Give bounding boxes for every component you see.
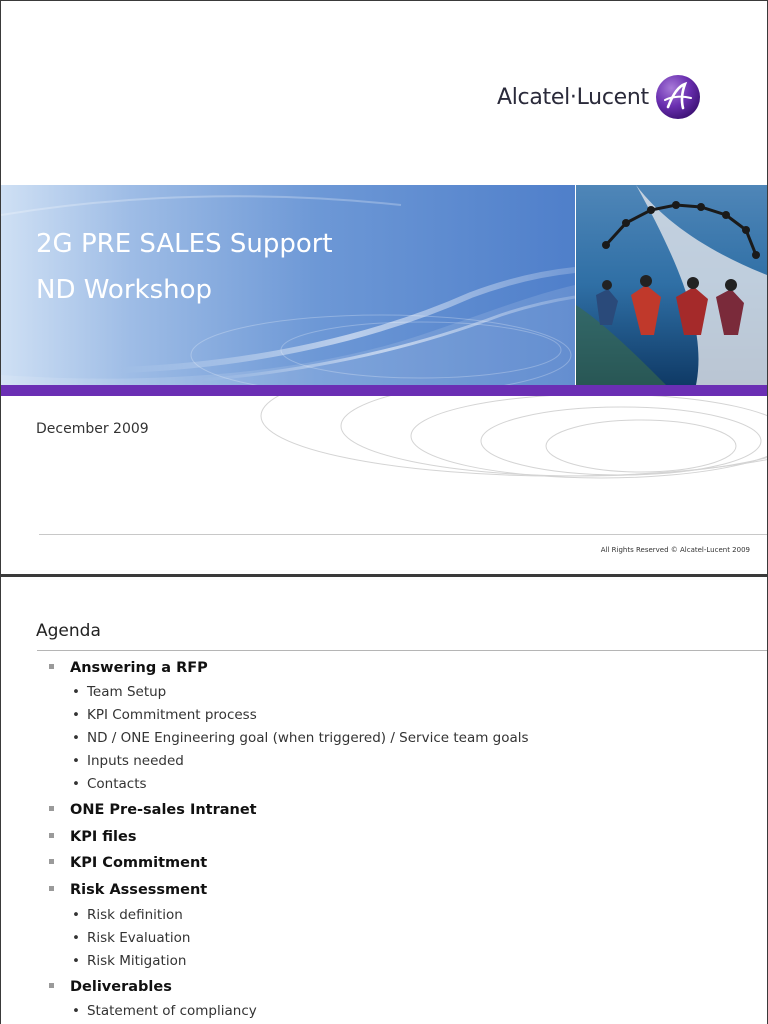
agenda-slide bbox=[1, 577, 767, 1024]
dot-bullet: • bbox=[72, 776, 80, 792]
agenda-item bbox=[49, 882, 207, 898]
dot-bullet: • bbox=[72, 907, 80, 923]
dot-bullet: • bbox=[72, 684, 80, 700]
agenda-item-label: KPI files bbox=[70, 829, 137, 845]
square-bullet-icon bbox=[49, 886, 54, 891]
agenda-subitem bbox=[72, 907, 183, 923]
presentation-title: 2G PRE SALES Support bbox=[36, 229, 333, 259]
agenda-subitem bbox=[72, 730, 529, 746]
agenda-item-label: Risk Assessment bbox=[70, 882, 208, 898]
presentation-date: December 2009 bbox=[36, 421, 149, 437]
square-bullet-icon bbox=[49, 983, 54, 988]
square-bullet-icon bbox=[49, 806, 54, 811]
agenda-item-label: ONE Pre-sales Intranet bbox=[70, 802, 257, 818]
agenda-title: Agenda bbox=[36, 621, 101, 641]
agenda-subitem-label: ND / ONE Engineering goal (when triggered) / Service team goals bbox=[86, 730, 529, 746]
square-bullet-icon bbox=[49, 859, 54, 864]
title-banner bbox=[1, 185, 575, 385]
agenda-subitem-label: Statement of compliancy bbox=[86, 1003, 257, 1019]
dot-bullet: • bbox=[72, 953, 80, 969]
agenda-subitem bbox=[72, 930, 190, 946]
agenda-subitem-label: Risk definition bbox=[86, 907, 183, 923]
presentation-subtitle: ND Workshop bbox=[36, 275, 213, 305]
dot-bullet: • bbox=[72, 930, 80, 946]
dot-bullet: • bbox=[72, 753, 80, 769]
agenda-subitem bbox=[72, 707, 257, 723]
company-logo bbox=[497, 71, 701, 123]
alcatel-lucent-logo-icon bbox=[655, 74, 701, 120]
square-bullet-icon bbox=[49, 833, 54, 838]
agenda-subitem-label: Risk Evaluation bbox=[86, 930, 191, 946]
agenda-subitem-label: KPI Commitment process bbox=[86, 707, 257, 723]
agenda-subitem-label: Contacts bbox=[86, 776, 147, 792]
square-bullet-icon bbox=[49, 664, 54, 669]
title-slide bbox=[1, 1, 767, 574]
agenda-item-label: KPI Commitment bbox=[70, 855, 208, 871]
agenda-subitem-label: Team Setup bbox=[86, 684, 167, 700]
agenda-subitem bbox=[72, 1003, 257, 1019]
copyright-notice: All Rights Reserved © Alcatel-Lucent 2009 bbox=[600, 546, 750, 554]
agenda-item bbox=[49, 829, 137, 845]
decorative-arcs-graphic bbox=[1, 396, 767, 526]
dot-bullet: • bbox=[72, 707, 80, 723]
agenda-subitem bbox=[72, 776, 147, 792]
agenda-subitem-label: Inputs needed bbox=[86, 753, 184, 769]
footer-divider bbox=[39, 534, 767, 535]
agenda-subitem bbox=[72, 953, 186, 969]
logo-wordmark: Alcatel·Lucent bbox=[497, 84, 649, 110]
agenda-item bbox=[49, 979, 172, 995]
dot-bullet: • bbox=[72, 730, 80, 746]
title-divider bbox=[37, 650, 767, 651]
agenda-subitem-label: Risk Mitigation bbox=[86, 953, 187, 969]
agenda-item bbox=[49, 855, 207, 871]
agenda-subitem bbox=[72, 753, 184, 769]
agenda-item-label: Deliverables bbox=[70, 979, 172, 995]
accent-bar bbox=[1, 385, 767, 396]
skydivers-formation-photo bbox=[576, 185, 767, 385]
agenda-item-label: Answering a RFP bbox=[70, 660, 208, 676]
agenda-subitem bbox=[72, 684, 166, 700]
agenda-item bbox=[49, 802, 257, 818]
dot-bullet: • bbox=[72, 1003, 80, 1019]
agenda-item bbox=[49, 660, 208, 676]
